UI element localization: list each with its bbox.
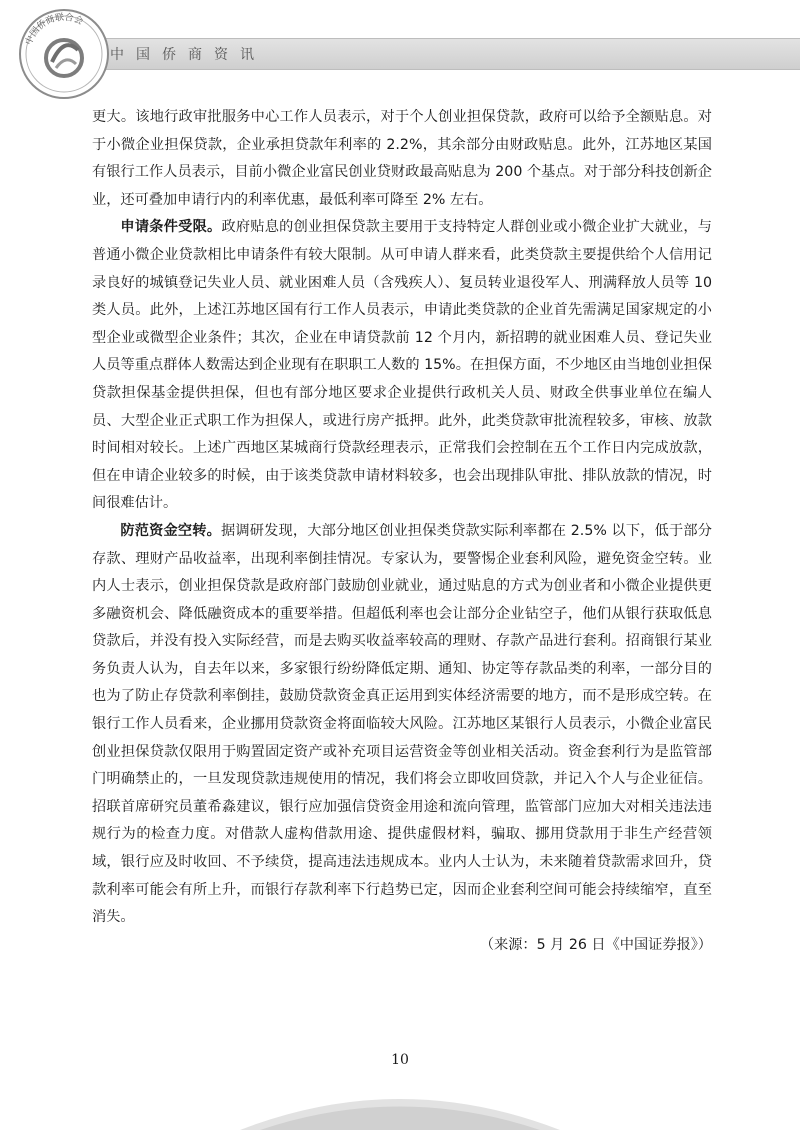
paragraph-3-heading: 防范资金空转。 — [120, 522, 222, 539]
header-title: 中国侨商资讯 — [110, 47, 266, 63]
svg-text:中国侨商联合会: 中国侨商联合会 — [24, 12, 85, 47]
footer-decoration — [240, 1078, 560, 1130]
page-number: 10 — [391, 1052, 409, 1068]
paragraph-1: 更大。该地行政审批服务中心工作人员表示，对于个人创业担保贷款，政府可以给予全额贴息。对于小微企业担保贷款，企业承担贷款年利率的 2.2%，其余部分由财政贴息。此外，江苏地区某国有银行工作人员表示，目前小微企业富民创业贷财政最高贴息为 200 个基点。对于部分科技创新企业，还可叠加申请行内的利率优惠，最低利率可降至 2% 左右。 — [92, 109, 712, 208]
paragraph-2 — [92, 214, 712, 518]
source-citation: （来源：5 月 26 日《中国证券报》） — [479, 936, 712, 953]
organization-logo — [16, 6, 112, 102]
paragraph-3 — [92, 518, 712, 932]
paragraph-2-heading: 申请条件受限。 — [120, 219, 222, 236]
paragraph-2-text: 政府贴息的创业担保贷款主要用于支持特定人群创业或小微企业扩大就业，与普通小微企业贷款相比申请条件有较大限制。从可申请人群来看，此类贷款主要提供给个人信用记录良好的城镇登记失业人员、就业困难人员（含残疾人）、复员转业退役军人、刑满释放人员等 10 类人员。此外，上述江苏地区国有行工作人员表示，申请此类贷款的企业首先需满足国家规定的小型企业或微型企业条件；其次，企业在申请贷款前 12 个月内，新招聘的就业困难人员、登记失业人员等重点群体人数需达到企业现有在职职工人数的 15%。在担保方面，不少地区由当地创业担保贷款担保基金提供担保，但也有部分地区要求企业提供行政机关人员、财政全供事业单位在编人员、大型企业正式职工作为担保人，或进行房产抵押。此外，此类贷款审批流程较多，审核、放款时间相对较长。上述广西地区某城商行贷款经理表示，正常我们会控制在五个工作日内完成放款，但在申请企业较多的时候，由于该类贷款申请材料较多，也会出现排队审批、排队放款的情况，时间很难估计。 — [92, 219, 712, 512]
article-body — [92, 104, 712, 959]
paragraph-3-text: 据调研发现，大部分地区创业担保类贷款实际利率都在 2.5% 以下，低于部分存款、理财产品收益率，出现利率倒挂情况。专家认为，要警惕企业套利风险，避免资金空转。业内人士表示，创业担保贷款是政府部门鼓励创业就业，通过贴息的方式为创业者和小微企业提供更多融资机会、降低融资成本的重要举措。但超低利率也会让部分企业钻空子，他们从银行获取低息贷款后，并没有投入实际经营，而是去购买收益率较高的理财、存款产品进行套利。招商银行某业务负责人认为，自去年以来，多家银行纷纷降低定期、通知、协定等存款品类的利率，一部分目的也为了防止存贷款利率倒挂，鼓励贷款资金真正运用到实体经济需要的地方，而不是形成空转。在银行工作人员看来，企业挪用贷款资金将面临较大风险。江苏地区某银行人员表示，小微企业富民创业担保贷款仅限用于购置固定资产或补充项目运营资金等创业相关活动。资金套利行为是监管部门明确禁止的，一旦发现贷款违规使用的情况，我们将会立即收回贷款，并记入个人与企业征信。招联首席研究员董希淼建议，银行应加强信贷资金用途和流向管理，监管部门应加大对相关违法违规行为的检查力度。对借款人虚构借款用途、提供虚假材料，骗取、挪用贷款用于非生产经营领域，银行应及时收回、不予续贷，提高违法违规成本。业内人士认为，未来随着贷款需求回升，贷款利率可能会有所上升，而银行存款利率下行趋势已定，因而企业套利空间可能会持续缩窄，直至消失。 — [92, 522, 712, 926]
